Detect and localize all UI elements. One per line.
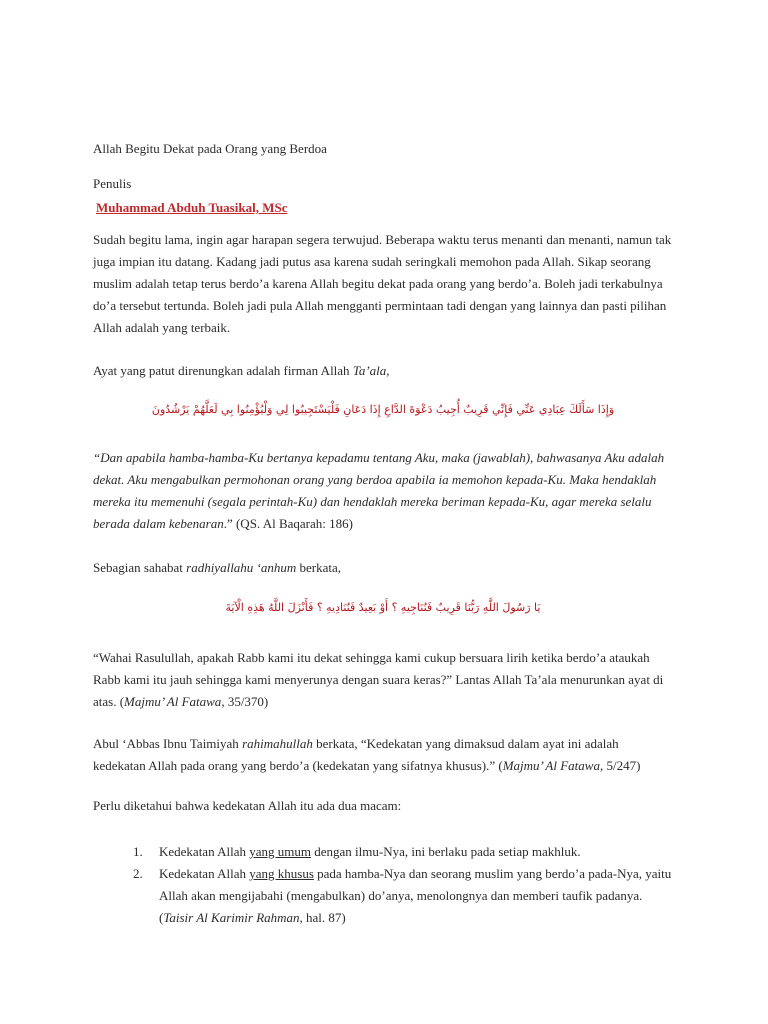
list-text: , hal. 87) [299, 910, 346, 925]
ibn-text-2: berkata, “Kedekatan yang dimaksud dalam ayat ini adalah kedekatan Allah pada orang yang berdo’a (kedekatan yang sifatnya khusus).” ( [93, 736, 619, 773]
ibn-italic-1: rahimahullah [242, 736, 313, 751]
hadith-intro-text: Sebagian sahabat [93, 560, 187, 575]
list-source-italic: Taisir Al Karimir Rahman [163, 910, 300, 925]
list-number: 1. [133, 844, 143, 859]
types-list [133, 841, 673, 929]
ayat-intro-italic: Ta’ala [352, 363, 387, 378]
ayat-translation-reference: .” (QS. Al Baqarah: 186) [223, 516, 353, 531]
ibn-taimiyah-paragraph [93, 733, 673, 777]
ayat-translation [93, 447, 673, 535]
arabic-hadith: يَا رَسُولَ اللَّهِ رَبُّنَا قَرِيبٌ فَنُنَاجِيهِ ؟ أَوْ بَعِيدٌ فَنُنَادِيهِ ؟ فَأَنْزَلَ اللَّهُ هَذِهِ الْآيَةَ [225, 601, 541, 614]
author-label: Penulis [93, 176, 132, 191]
ayat-intro-paragraph [93, 360, 673, 382]
types-paragraph: Perlu diketahui bahwa kedekatan Allah itu ada dua macam: [93, 798, 402, 813]
author-link[interactable]: Muhammad Abduh Tuasikal, MSc [96, 200, 288, 215]
list-text: dengan ilmu-Nya, ini berlaku pada setiap makhluk. [311, 844, 581, 859]
ayat-intro-end: , [386, 363, 390, 378]
ayat-intro-text: Ayat yang patut direnungkan adalah firman Allah [93, 363, 353, 378]
hadith-intro-end: berkata, [296, 560, 342, 575]
list-item [133, 863, 673, 929]
hadith-intro-italic: radhiyallahu ‘anhum [186, 560, 297, 575]
hadith-source-italic: Majmu’ Al Fatawa [124, 694, 222, 709]
hadith-intro-paragraph [93, 557, 673, 579]
list-underlined: yang khusus [249, 866, 314, 881]
ayat-translation-italic: “Dan apabila hamba-hamba-Ku bertanya kepadamu tentang Aku, maka (jawablah), bahwasanya Aku adalah dekat. Aku mengabulkan permohonan orang yang berdoa apabila ia memohon kepada-Ku. Maka hendaklah mereka itu memenuhi (segala perintah-Ku) dan hendaklah mereka beriman kepada-Ku, agar mereka selalu berada dalam kebenaran [93, 450, 665, 531]
list-text: pada hamba-Nya dan seorang muslim yang berdo’a pada-Nya, yaitu Allah akan mengijabahi (mengabulkan) do’anya, menolongnya dan memberi taufik padanya. ( [159, 866, 672, 925]
hadith-translation-text: “Wahai Rasulullah, apakah Rabb kami itu dekat sehingga kami cukup bersuara lirih ketika berdo’a ataukah Rabb kami itu jauh sehingga kami menyerunya dengan suara keras?” Lantas Allah Ta’ala menurunkan ayat di atas. ( [93, 650, 664, 709]
list-text: Kedekatan Allah [159, 866, 250, 881]
ibn-italic-2: Majmu’ Al Fatawa [502, 758, 600, 773]
ibn-end: , 5/247) [599, 758, 641, 773]
arabic-ayat: وَإِذَا سَأَلَكَ عِبَادِي عَنِّي فَإِنِّي قَرِيبٌ أُجِيبُ دَعْوَةَ الدَّاعِ إِذَا دَعَانِ فَلْيَسْتَجِيبُوا لِي وَلْيُؤْمِنُوا بِي لَعَلَّهُمْ يَرْشُدُونَ [151, 403, 615, 416]
ibn-text-1: Abul ‘Abbas Ibnu Taimiyah [93, 736, 243, 751]
list-item [133, 841, 673, 863]
list-number: 2. [133, 866, 143, 881]
intro-paragraph: Sudah begitu lama, ingin agar harapan segera terwujud. Beberapa waktu terus menanti dan menanti, namun tak juga impian itu datang. Kadang jadi putus asa karena sudah seringkali memohon pada Allah. Sikap seorang muslim adalah tetap terus berdo’a karena Allah begitu dekat pada orang yang berdo’a. Boleh jadi terkabulnya do’a tersebut tertunda. Boleh jadi pula Allah mengganti permintaan tadi dengan yang lainnya dan pasti pilihan Allah adalah yang terbaik. [93, 232, 672, 335]
hadith-source-end: , 35/370) [221, 694, 269, 709]
list-text: Kedekatan Allah [159, 844, 250, 859]
article-title: Allah Begitu Dekat pada Orang yang Berdoa [93, 141, 327, 156]
hadith-translation [93, 647, 673, 713]
list-underlined: yang umum [249, 844, 311, 859]
